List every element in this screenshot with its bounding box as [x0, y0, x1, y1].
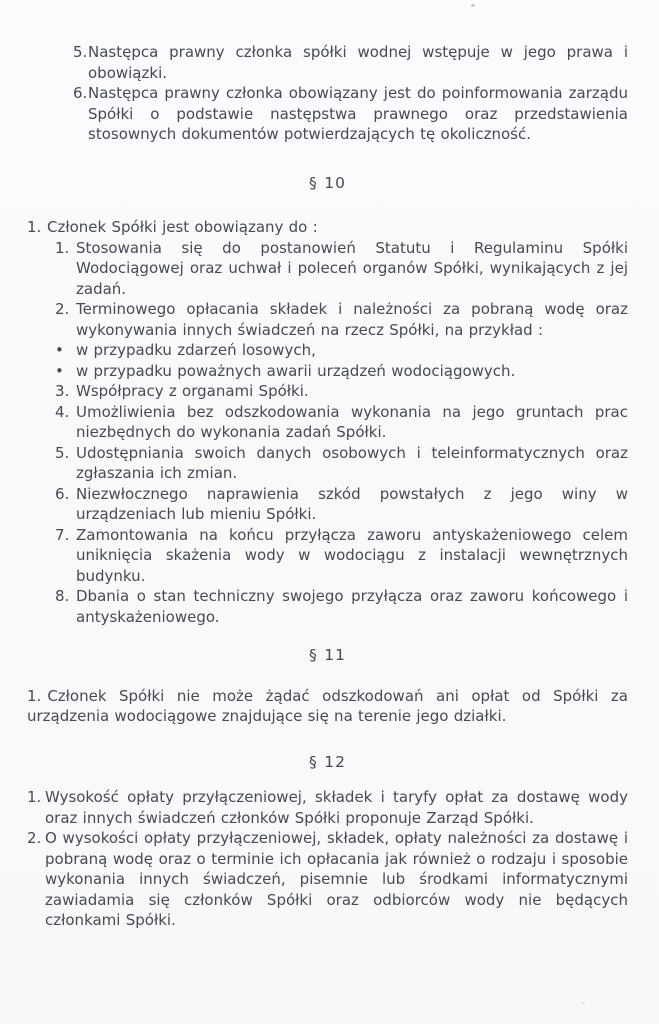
- list-item-text: Następca prawny członka spółki wodnej wstępuje w jego prawa i obowiązki.: [88, 43, 628, 82]
- list-item-text: w przypadku poważnych awarii urządzeń wodociągowych.: [76, 361, 516, 380]
- list-item-text: Członek Spółki jest obowiązany do :: [47, 218, 318, 236]
- scan-speck: [582, 1002, 585, 1004]
- list-item-marker: 1.: [27, 788, 42, 806]
- list-item-marker: 6.: [55, 484, 70, 503]
- continued-list: [73, 42, 628, 145]
- list-item: [55, 525, 628, 587]
- list-item-marker: 8.: [55, 587, 70, 605]
- list-item: [55, 381, 628, 402]
- list-item-text: Stosowania się do postanowień Statutu i Regulaminu Spółki Wodociągowej oraz uchwał i poleceń organów Spółki, wynikających z jej zadań.: [76, 238, 628, 298]
- list-item-marker: 3.: [55, 382, 70, 400]
- bullet-marker: •: [55, 361, 64, 380]
- section-heading-10: § 10: [309, 173, 346, 192]
- list-item-text: Niezwłocznego naprawienia szkód powstałych z jego winy w urządzeniach lub mieniu Spółki.: [76, 484, 628, 523]
- list-item: [55, 238, 628, 300]
- list-item: [27, 787, 628, 828]
- paragraph-text: Członek Spółki nie może żądać odszkodowań ani opłat od Spółki za urządzenia wodociągowe znajdujące się na terenie jego działki.: [27, 686, 628, 725]
- list-item-marker: 6.: [73, 84, 88, 102]
- list-item-marker: 7.: [55, 525, 70, 544]
- list-item-marker: 2.: [55, 300, 70, 318]
- section-10-list: [55, 238, 628, 628]
- section-heading-11: § 11: [309, 646, 346, 664]
- list-item-text: w przypadku zdarzeń losowych,: [76, 341, 316, 359]
- section-heading-12: § 12: [309, 752, 346, 771]
- list-item: [73, 42, 628, 83]
- list-item-text: Umożliwienia bez odszkodowania wykonania na jego gruntach prac niezbędnych do wykonania zadań Spółki.: [76, 402, 628, 441]
- list-item-marker: 4.: [55, 402, 70, 421]
- list-item-marker: 5.: [55, 443, 70, 462]
- list-item: [55, 484, 628, 525]
- list-item-text: Dbania o stan techniczny swojego przyłącza oraz zaworu końcowego i antyskażeniowego.: [76, 587, 628, 626]
- list-item-text: Wysokość opłaty przyłączeniowej, składek i taryfy opłat za dostawę wody oraz innych świadczeń członków Spółki proponuje Zarząd Spółki.: [45, 788, 628, 827]
- section-10-lead: [27, 217, 628, 238]
- list-item-text: Terminowego opłacania składek i należności za pobraną wodę oraz wykonywania innych świadczeń na rzecz Spółki, na przykład :: [76, 300, 628, 339]
- list-item: [27, 828, 628, 931]
- list-item: [55, 586, 628, 627]
- list-item: [55, 299, 628, 340]
- list-item-marker: 1.: [27, 218, 42, 236]
- list-item-marker: 1.: [55, 238, 70, 257]
- list-item-text: Współpracy z organami Spółki.: [76, 382, 309, 400]
- list-item-text: Zamontowania na końcu przyłącza zaworu antyskażeniowego celem uniknięcia skażenia wody w wodociągu z instalacji wewnętrznych budynku.: [76, 525, 628, 585]
- scan-speck: [471, 4, 475, 7]
- bullet-marker: •: [55, 341, 64, 359]
- section-11-paragraph: [27, 686, 628, 727]
- list-item-marker: 1.: [27, 686, 42, 705]
- list-item: [55, 361, 628, 382]
- list-item: [55, 402, 628, 443]
- list-item-text: O wysokości opłaty przyłączeniowej, składek, opłaty należności za dostawę i pobraną wodę oraz o terminie ich opłacania jak również o rodzaju i sposobie wykonania innych świadczeń, pisemnie lub środkami informatycznymi zawiadamia się członków Spółki oraz odbiorców wody nie będących członkami Spółki.: [45, 829, 628, 929]
- list-item-marker: 2.: [27, 829, 42, 847]
- list-item: [55, 443, 628, 484]
- list-item-text: Następca prawny członka obowiązany jest do poinformowania zarządu Spółki o podstawie następstwa prawnego oraz przedstawienia stosownych dokumentów potwierdzających tę okoliczność.: [88, 84, 628, 143]
- list-item: [55, 340, 628, 361]
- list-item: [73, 83, 628, 145]
- section-12-list: [27, 787, 628, 931]
- list-item-marker: 5.: [73, 43, 88, 61]
- list-item-text: Udostępniania swoich danych osobowych i teleinformatycznych oraz zgłaszania ich zmian.: [76, 443, 628, 482]
